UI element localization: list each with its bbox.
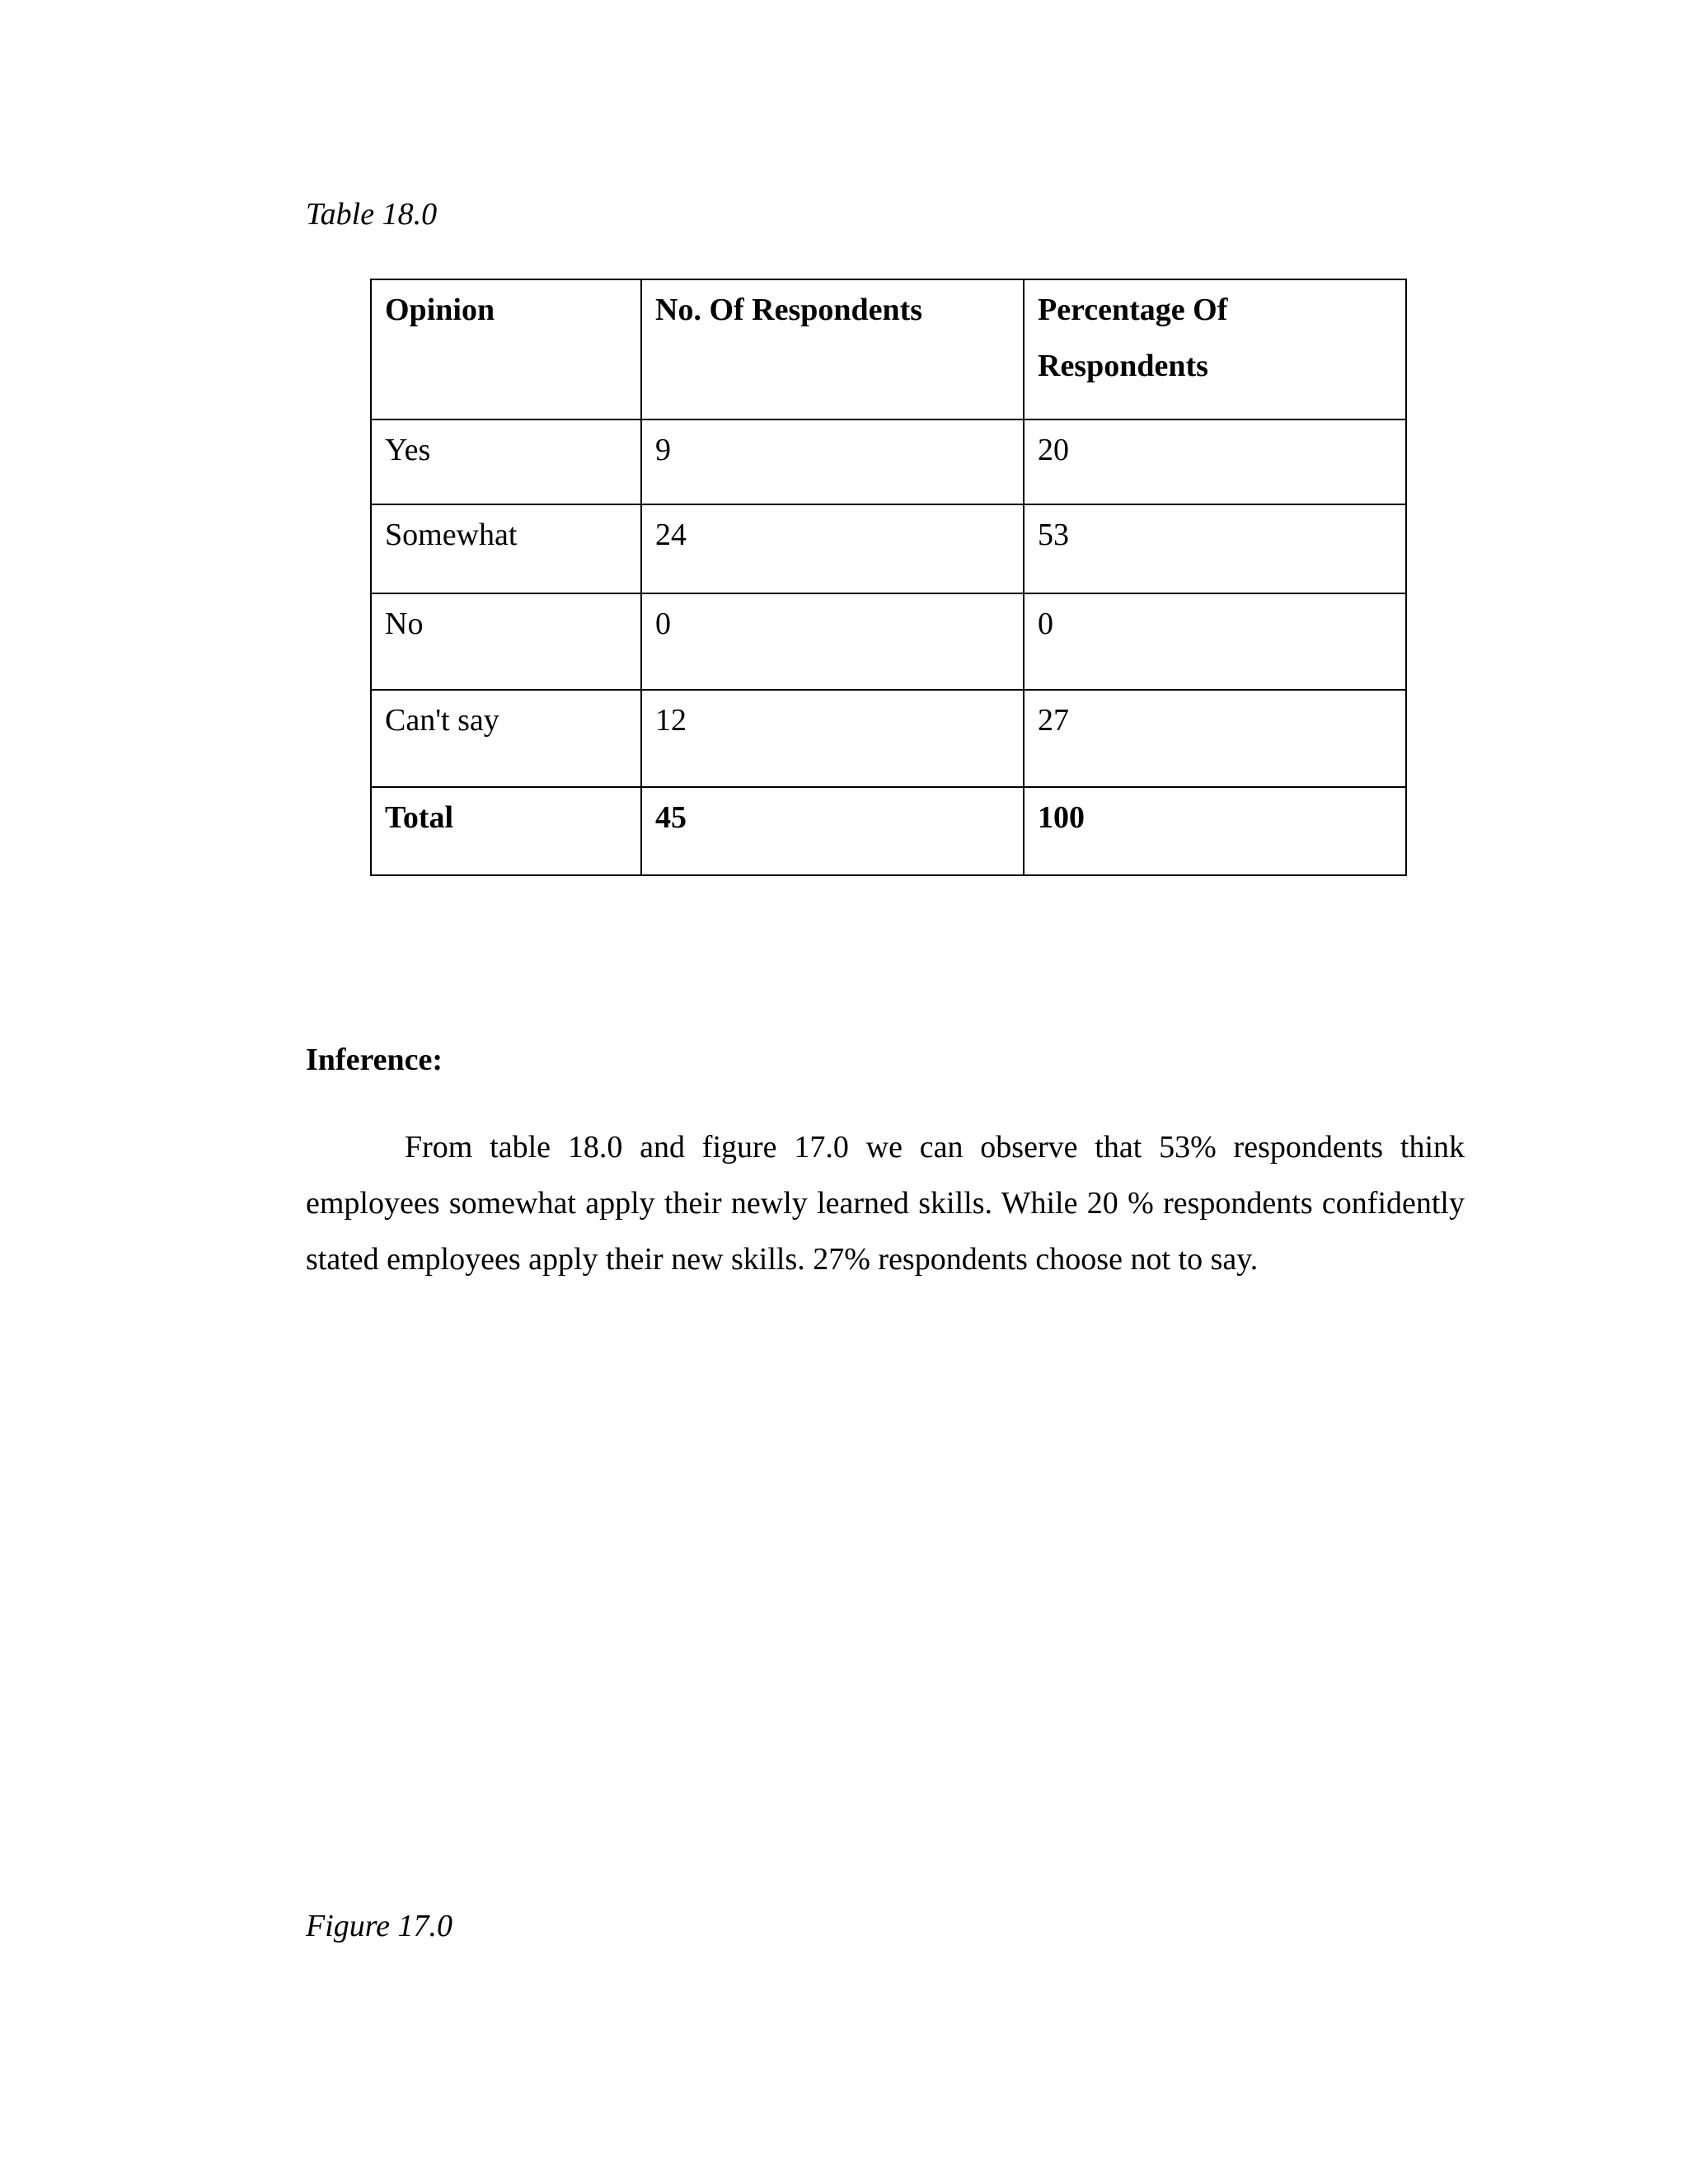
table-row [371, 504, 1406, 593]
table-header-row [371, 279, 1406, 419]
inference-paragraph: From table 18.0 and figure 17.0 we can observe that 53% respondents think employees somewhat apply their newly learned skills. While 20 % respondents confidently stated employees apply their new skills. 27% respondents choose not to say. [306, 1130, 1465, 1277]
respondents-count-cell: 12 [641, 690, 1024, 787]
respondents-count-cell: 0 [641, 593, 1024, 690]
total-count-cell: 45 [641, 787, 1024, 875]
header-percentage-of-respondents: Percentage Of Respondents [1024, 279, 1406, 419]
percentage-cell: 53 [1024, 504, 1406, 593]
percentage-cell: 27 [1024, 690, 1406, 787]
respondents-count-cell: 9 [641, 419, 1024, 504]
figure-caption: Figure 17.0 [306, 1909, 453, 1943]
opinion-cell: Somewhat [371, 504, 641, 593]
respondents-count-cell: 24 [641, 504, 1024, 593]
inference-heading: Inference: [306, 1043, 443, 1077]
header-opinion: Opinion [371, 279, 641, 419]
total-label-cell: Total [371, 787, 641, 875]
table-row [371, 690, 1406, 787]
table-caption: Table 18.0 [306, 197, 438, 232]
respondents-table [370, 279, 1407, 876]
opinion-cell: Yes [371, 419, 641, 504]
percentage-cell: 0 [1024, 593, 1406, 690]
header-no-of-respondents: No. Of Respondents [641, 279, 1024, 419]
percentage-cell: 20 [1024, 419, 1406, 504]
opinion-cell: Can't say [371, 690, 641, 787]
table-row [371, 593, 1406, 690]
opinion-cell: No [371, 593, 641, 690]
table-total-row [371, 787, 1406, 875]
table-row [371, 419, 1406, 504]
total-percentage-cell: 100 [1024, 787, 1406, 875]
